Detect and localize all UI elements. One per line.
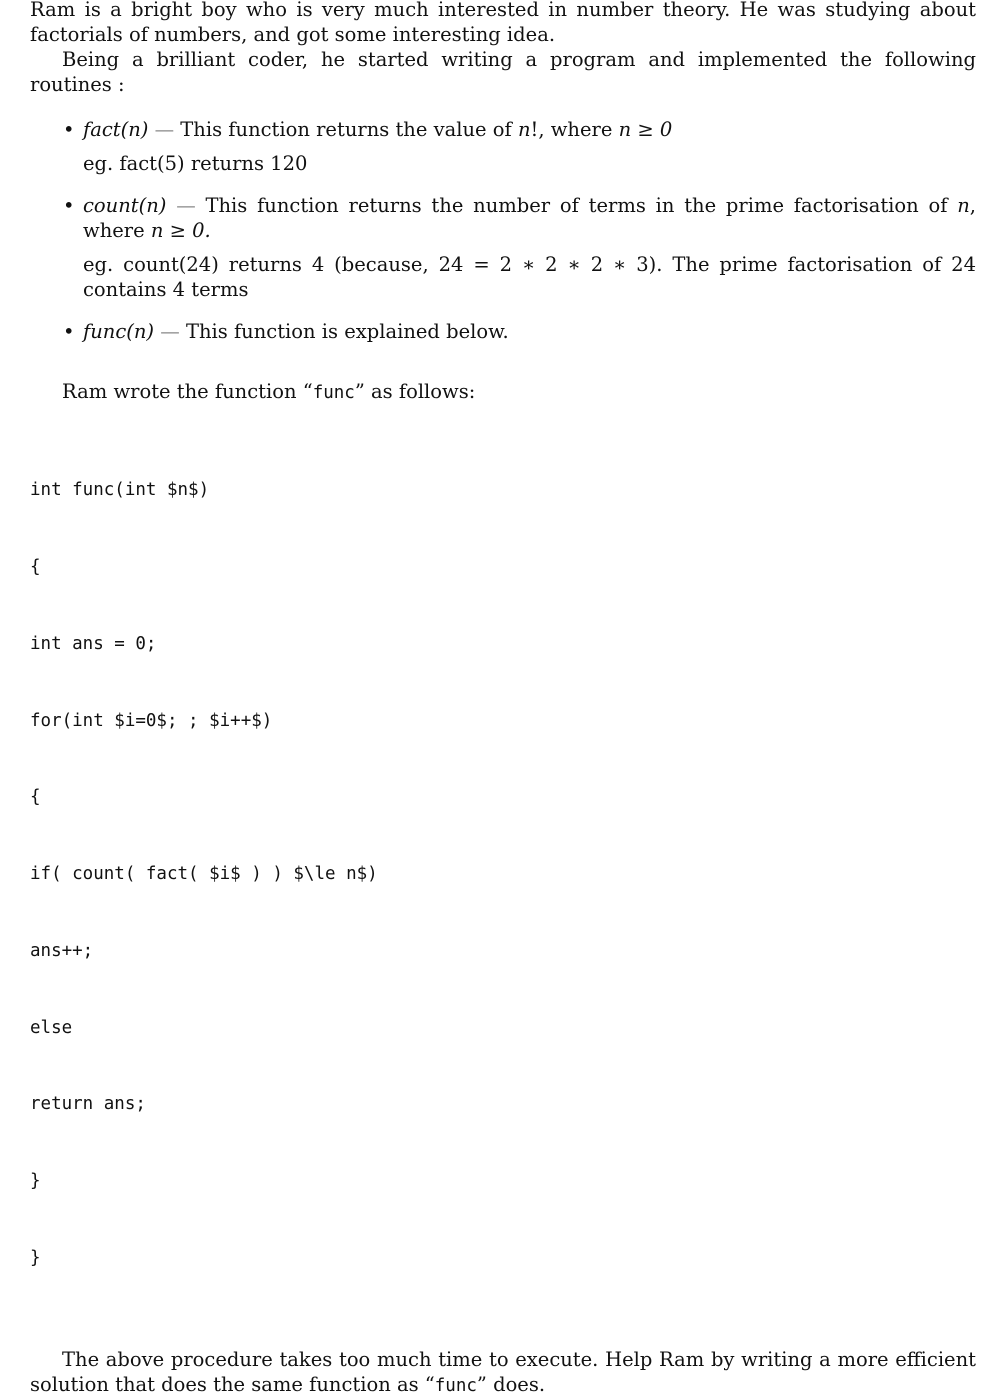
code-line: { [30, 787, 41, 808]
func-intro-paragraph [30, 379, 976, 406]
fact-signature: fact(n) [83, 118, 149, 141]
routines-intro-paragraph: Being a brilliant coder, he started writing a program and implemented the following routines : [30, 48, 976, 96]
code-block [30, 427, 976, 1323]
func-signature: func(n) [83, 320, 155, 343]
list-item-fact [30, 117, 976, 176]
fact-example: eg. fact(5) returns 120 [83, 152, 308, 175]
bullet-icon: • [63, 118, 75, 141]
count-signature: count(n) [83, 194, 167, 217]
fact-condition: n ≥ 0 [618, 118, 673, 141]
func-intro-before: Ram wrote the function “ [62, 380, 313, 403]
count-description [83, 193, 976, 243]
count-desc-math: n [957, 194, 970, 217]
func-description [83, 319, 976, 344]
count-desc-text: This function returns the number of terms in the prime factorisation of [205, 194, 958, 217]
code-line: int ans = 0; [30, 633, 157, 654]
func-intro-name: func [312, 383, 355, 403]
routine-list [30, 117, 976, 344]
em-dash: — [160, 320, 180, 343]
problem-statement [30, 0, 976, 1399]
code-line: { [30, 556, 41, 577]
code-line: int func(int $n$) [30, 480, 210, 501]
em-dash: — [176, 194, 196, 217]
code-line: else [30, 1017, 73, 1038]
em-dash: — [154, 118, 175, 141]
code-line: for(int $i=0$; ; $i++$) [30, 710, 273, 731]
intro-paragraph: Ram is a bright boy who is very much interested in number theory. He was studying about factorials of numbers, and got some interesting idea. [30, 0, 976, 46]
count-desc-tail: , where [83, 194, 976, 242]
list-item-count [30, 193, 976, 302]
closing-paragraph [30, 1347, 976, 1399]
func-desc-text: This function is explained below. [185, 320, 509, 343]
bullet-icon: • [63, 194, 75, 217]
closing-before: The above procedure takes too much time to execute. Help Ram by writing a more efficient solution that does the same function as “ [30, 1347, 976, 1396]
code-line: } [30, 1248, 41, 1268]
code-line: if( count( fact( $i$ ) ) $\le n$) [30, 864, 378, 885]
fact-desc-tail: !, where [530, 118, 619, 141]
list-item-func [30, 319, 976, 344]
fact-description [83, 117, 976, 142]
closing-name: func [434, 1375, 477, 1396]
fact-desc-math: n [517, 118, 531, 141]
count-example: eg. count(24) returns 4 (because, 24 = 2 ∗ 2 ∗ 2 ∗ 3). The prime factorisation of 24 contains 4 terms [83, 253, 976, 301]
closing-after: ” does. [476, 1372, 546, 1396]
code-line: } [30, 1171, 41, 1192]
bullet-icon: • [63, 320, 75, 343]
count-condition: n ≥ 0. [150, 219, 211, 242]
fact-desc-text: This function returns the value of [180, 118, 518, 141]
func-intro-after: ” as follows: [354, 380, 476, 403]
code-line: return ans; [30, 1094, 146, 1115]
code-line: ans++; [30, 940, 94, 961]
